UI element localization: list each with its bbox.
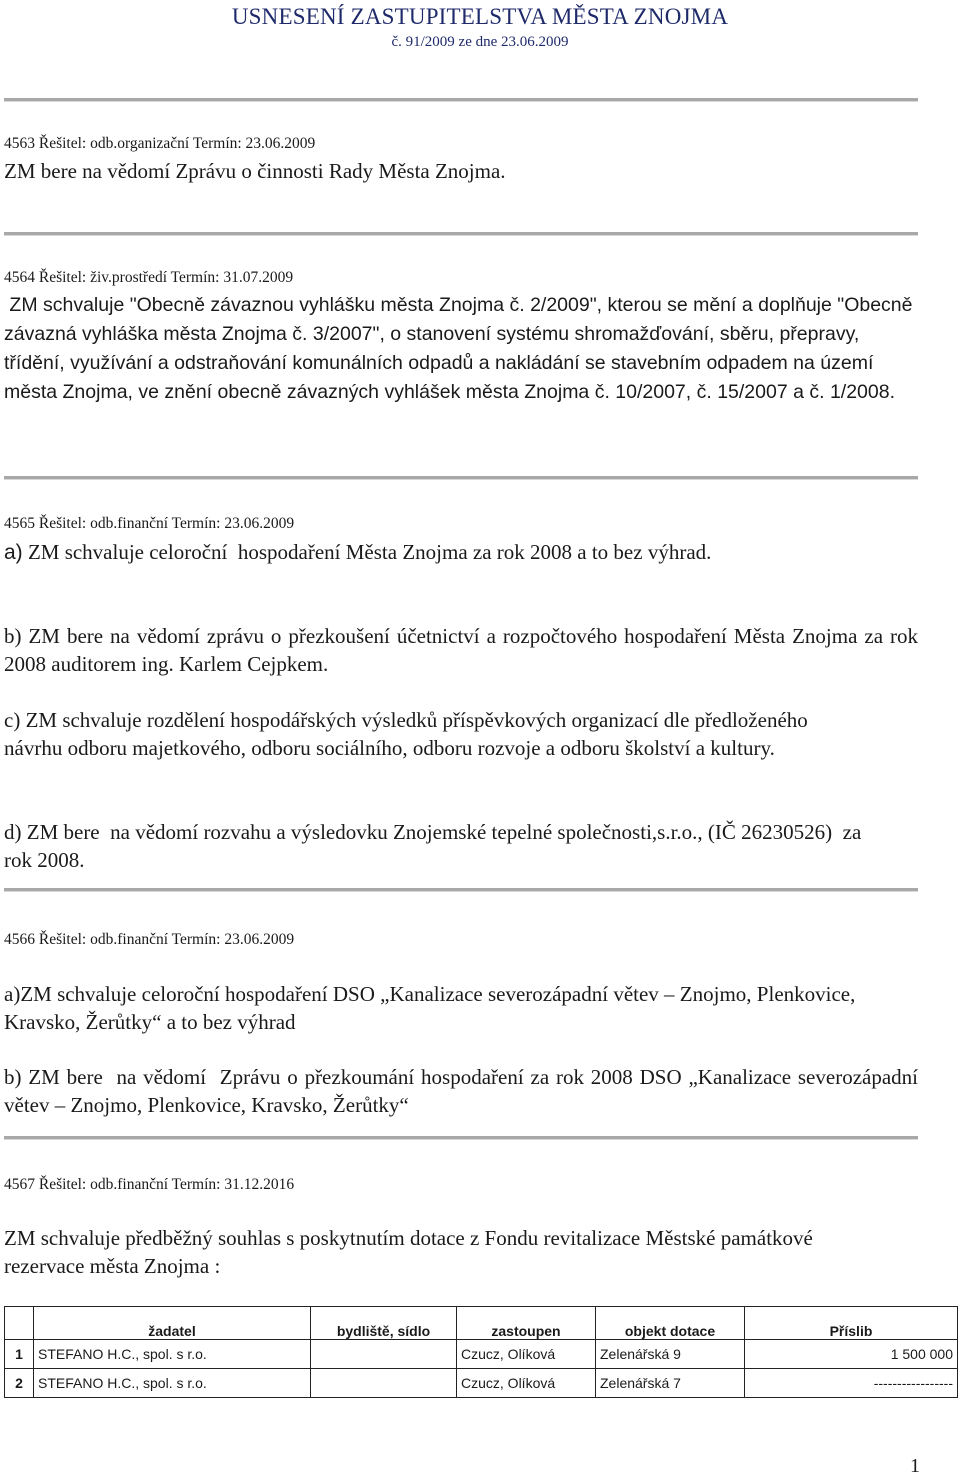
col-header-applicant: žadatel (34, 1307, 311, 1340)
resolution-text-4563: ZM bere na vědomí Zprávu o činnosti Rady Města Znojma. (4, 159, 506, 183)
cell-subsidy-object: Zelenářská 9 (596, 1340, 745, 1369)
resolution-meta-4566: 4566 Řešitel: odb.finanční Termín: 23.06.2009 (4, 931, 295, 948)
table-row (5, 1340, 958, 1369)
col-header-number (5, 1307, 34, 1340)
resolution-meta-4567: 4567 Řešitel: odb.finanční Termín: 31.12.2016 (4, 1176, 295, 1193)
divider (4, 1136, 918, 1140)
table-header-row (5, 1307, 958, 1340)
cell-subsidy-object: Zelenářská 7 (596, 1369, 745, 1398)
resolution-4565-a (4, 538, 920, 567)
resolution-text-4564: ZM schvaluje "Obecně závaznou vyhlášku města Znojma č. 2/2009", kterou se mění a doplňuje "Obecně závazná vyhláška města Znojma č. 3/2007", o stanovení systému shromažďování, sběru, přepravy, třídění, využívání a odstraňování komunálních odpadů a nakládání se stavebním odpadem na území města Znojma, ve znění obecně závazných vyhlášek města Znojma č. 10/2007, č. 15/2007 a č. 1/2008. (4, 294, 918, 403)
cell-number: 1 (5, 1340, 34, 1369)
cell-number: 2 (5, 1369, 34, 1398)
resolution-4565-a-text: ZM schvaluje celoroční hospodaření Města Znojma za rok 2008 a to bez výhrad. (22, 540, 712, 564)
document-title: USNESENÍ ZASTUPITELSTVA MĚSTA ZNOJMA (231, 4, 729, 29)
divider (4, 888, 918, 892)
resolution-meta-4563: 4563 Řešitel: odb.organizační Termín: 23.06.2009 (4, 135, 316, 152)
list-marker-a: a) (4, 541, 23, 564)
col-header-subsidy-object: objekt dotace (596, 1307, 745, 1340)
cell-represented: Czucz, Olíková (457, 1369, 596, 1398)
cell-applicant: STEFANO H.C., spol. s r.o. (34, 1369, 311, 1398)
resolution-4565-b: b) ZM bere na vědomí zprávu o přezkoušení účetnictví a rozpočtového hospodaření Města Znojma za rok 2008 auditorem ing. Karlem Cejpkem. (4, 624, 918, 676)
resolution-meta-4565: 4565 Řešitel: odb.finanční Termín: 23.06.2009 (4, 515, 295, 532)
divider (4, 232, 918, 236)
resolution-meta-4564: 4564 Řešitel: živ.prostředí Termín: 31.07.2009 (4, 269, 294, 286)
cell-applicant: STEFANO H.C., spol. s r.o. (34, 1340, 311, 1369)
resolution-4565-d: d) ZM bere na vědomí rozvahu a výsledovku Znojemské tepelné společnosti,s.r.o., (IČ 26230526) za rok 2008. (4, 820, 867, 872)
col-header-promise: Příslib (745, 1307, 958, 1340)
divider (4, 476, 918, 480)
document-subtitle: č. 91/2009 ze dne 23.06.2009 (391, 34, 569, 50)
col-header-represented: zastoupen (457, 1307, 596, 1340)
cell-promise: 1 500 000 (745, 1340, 958, 1369)
resolution-4565-c: c) ZM schvaluje rozdělení hospodářských výsledků příspěvkových organizací dle předloženého návrhu odboru majetkového, odboru sociálního, odboru rozvoje a odboru školství a kultury. (4, 708, 808, 760)
resolution-4566-a: a)ZM schvaluje celoroční hospodaření DSO „Kanalizace severozápadní větev – Znojmo, Plenkovice, Kravsko, Žerůtky“ a to bez výhrad (4, 982, 856, 1034)
page-number: 1 (910, 1455, 920, 1477)
resolution-text-4567: ZM schvaluje předběžný souhlas s poskytnutím dotace z Fondu revitalizace Městské památkové rezervace města Znojma : (4, 1226, 813, 1278)
resolution-4566-b: b) ZM bere na vědomí Zprávu o přezkoumání hospodaření za rok 2008 DSO „Kanalizace severozápadní větev – Znojmo, Plenkovice, Kravsko, Žerůtky“ (4, 1065, 924, 1117)
table-row (5, 1369, 958, 1398)
col-header-residence: bydliště, sídlo (311, 1307, 457, 1340)
cell-represented: Czucz, Olíková (457, 1340, 596, 1369)
divider (4, 98, 918, 102)
grants-table (4, 1306, 958, 1398)
cell-residence (311, 1369, 457, 1398)
cell-promise: ----------------- (745, 1369, 958, 1398)
cell-residence (311, 1340, 457, 1369)
